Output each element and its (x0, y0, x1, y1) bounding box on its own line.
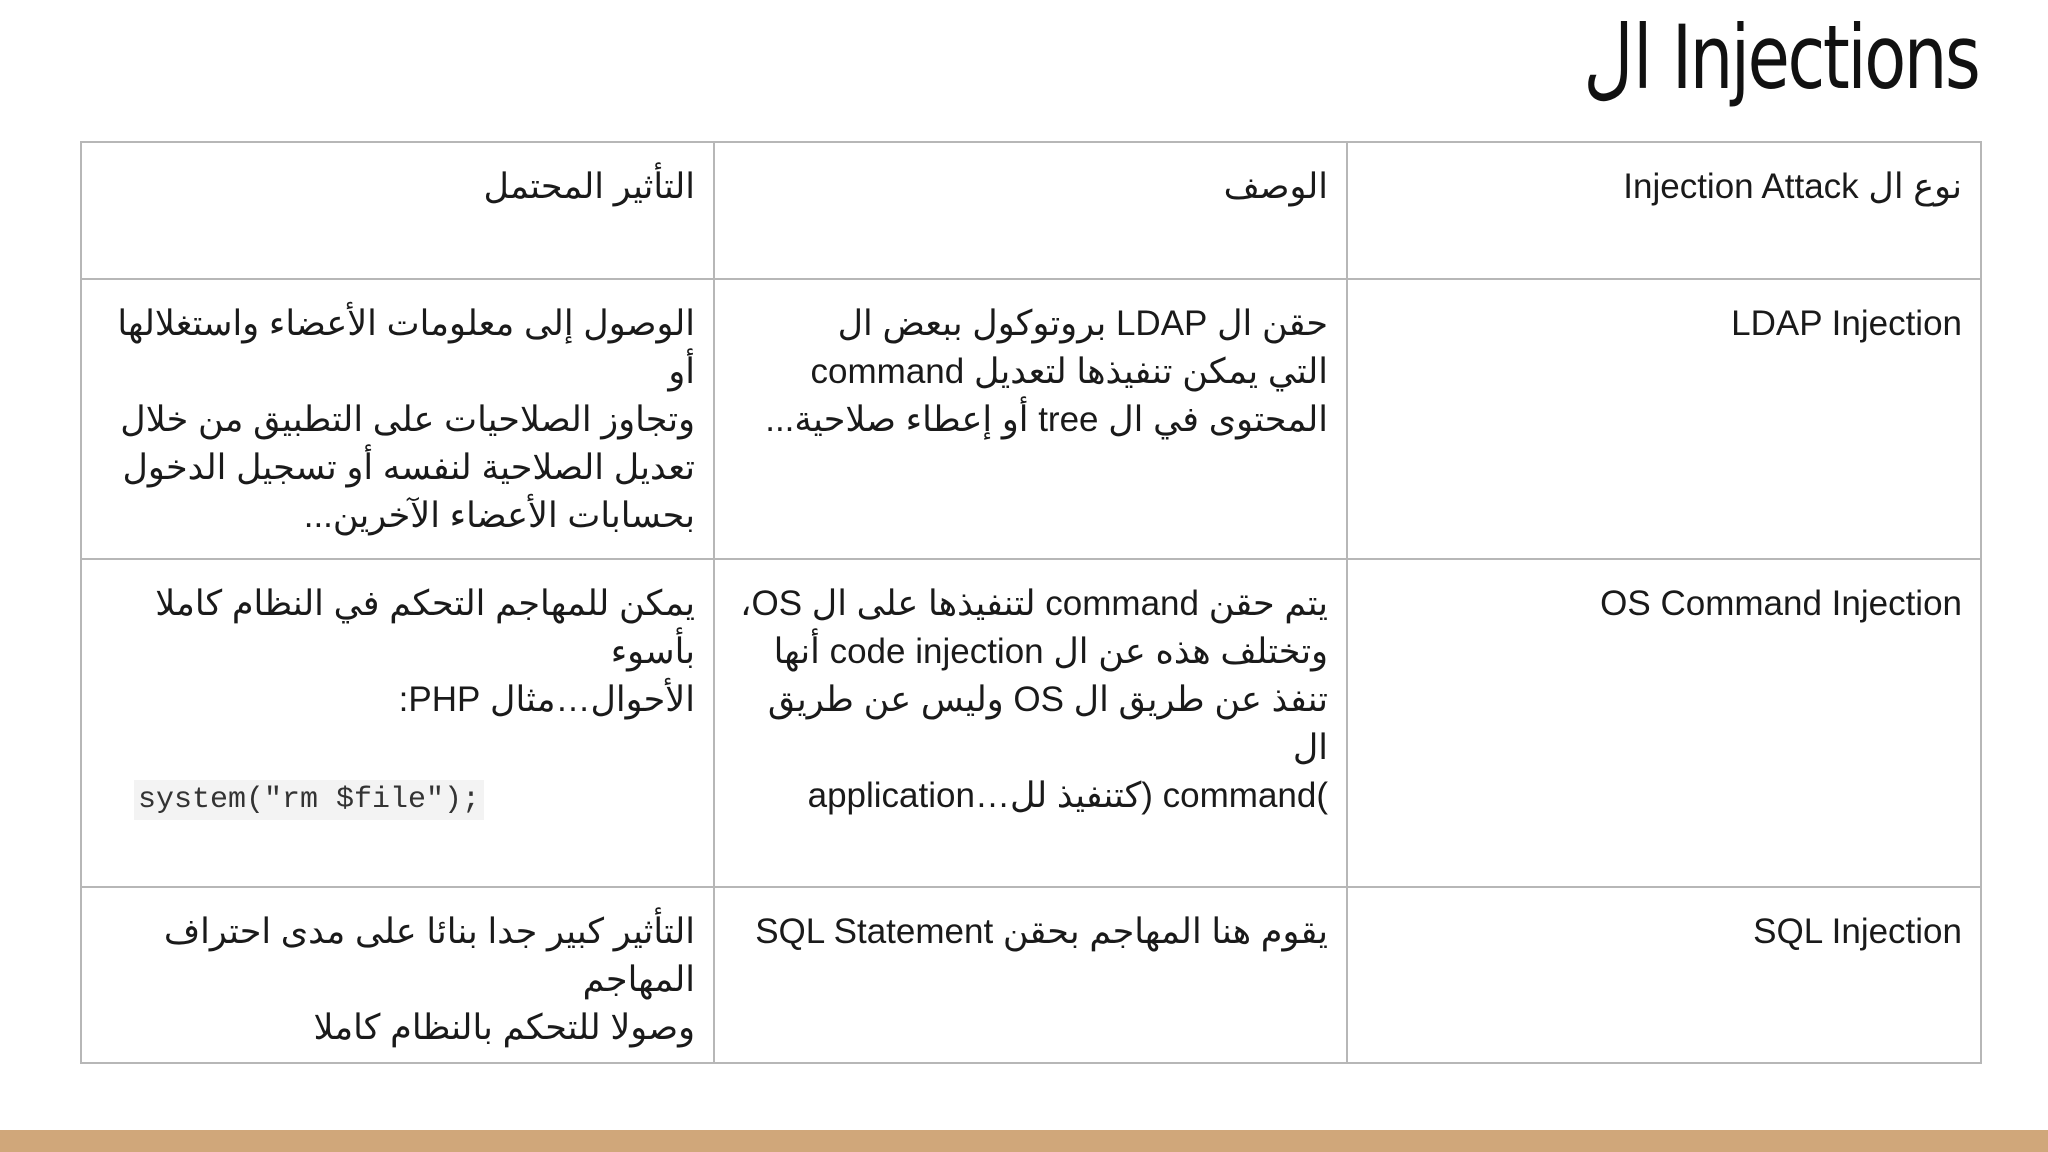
header-impact-cell (81, 142, 714, 279)
injection-type: OS Command Injection (1600, 584, 1962, 623)
injection-description: يقوم هنا المهاجم بحقن SQL Statement (755, 912, 1328, 951)
code-example-block (134, 772, 695, 820)
impact-cell (81, 559, 714, 887)
type-cell (1347, 887, 1981, 1063)
injection-types-table (80, 141, 1982, 1064)
table-header-row (81, 142, 1981, 279)
footer-accent-bar (0, 1130, 2048, 1152)
header-type-cell (1347, 142, 1981, 279)
code-snippet: system("rm $file"); (134, 780, 484, 820)
header-type: نوع ال Injection Attack (1623, 167, 1962, 206)
description-cell (714, 887, 1347, 1063)
injection-impact: الوصول إلى معلومات الأعضاء واستغلالها أو وتجاوز الصلاحيات على التطبيق من خلال تعديل الصلاحية لنفسه أو تسجيل الدخول بحسابات الأعضاء الآخرين... (117, 304, 695, 535)
table-row (81, 279, 1981, 559)
impact-cell (81, 887, 714, 1063)
header-description-cell (714, 142, 1347, 279)
type-cell (1347, 279, 1981, 559)
type-cell (1347, 559, 1981, 887)
injection-type: SQL Injection (1753, 912, 1962, 951)
injection-impact: التأثير كبير جدا بنائا على مدى احتراف المهاجم وصولا للتحكم بالنظام كاملا (163, 912, 695, 1047)
injection-description: يتم حقن command لتنفيذها على ال OS، وتختلف هذه عن ال code injection أنها تنفذ عن طريق ال OS وليس عن طريق ال application…(كتنفيذ لل command) (740, 584, 1328, 815)
impact-cell (81, 279, 714, 559)
header-description: الوصف (1223, 167, 1328, 206)
injection-table-container (80, 141, 1980, 1064)
table-row (81, 887, 1981, 1063)
injection-type: LDAP Injection (1731, 304, 1962, 343)
injection-impact: يمكن للمهاجم التحكم في النظام كاملا بأسوء الأحوال…مثال PHP: (155, 584, 695, 719)
header-impact: التأثير المحتمل (483, 167, 695, 206)
table-row (81, 559, 1981, 887)
description-cell (714, 559, 1347, 887)
description-cell (714, 279, 1347, 559)
slide-title: Injections ال (1582, 6, 1978, 109)
injection-description: حقن ال LDAP بروتوكول ببعض ال command التي يمكن تنفيذها لتعديل المحتوى في ال tree أو إعطاء صلاحية... (765, 304, 1328, 439)
